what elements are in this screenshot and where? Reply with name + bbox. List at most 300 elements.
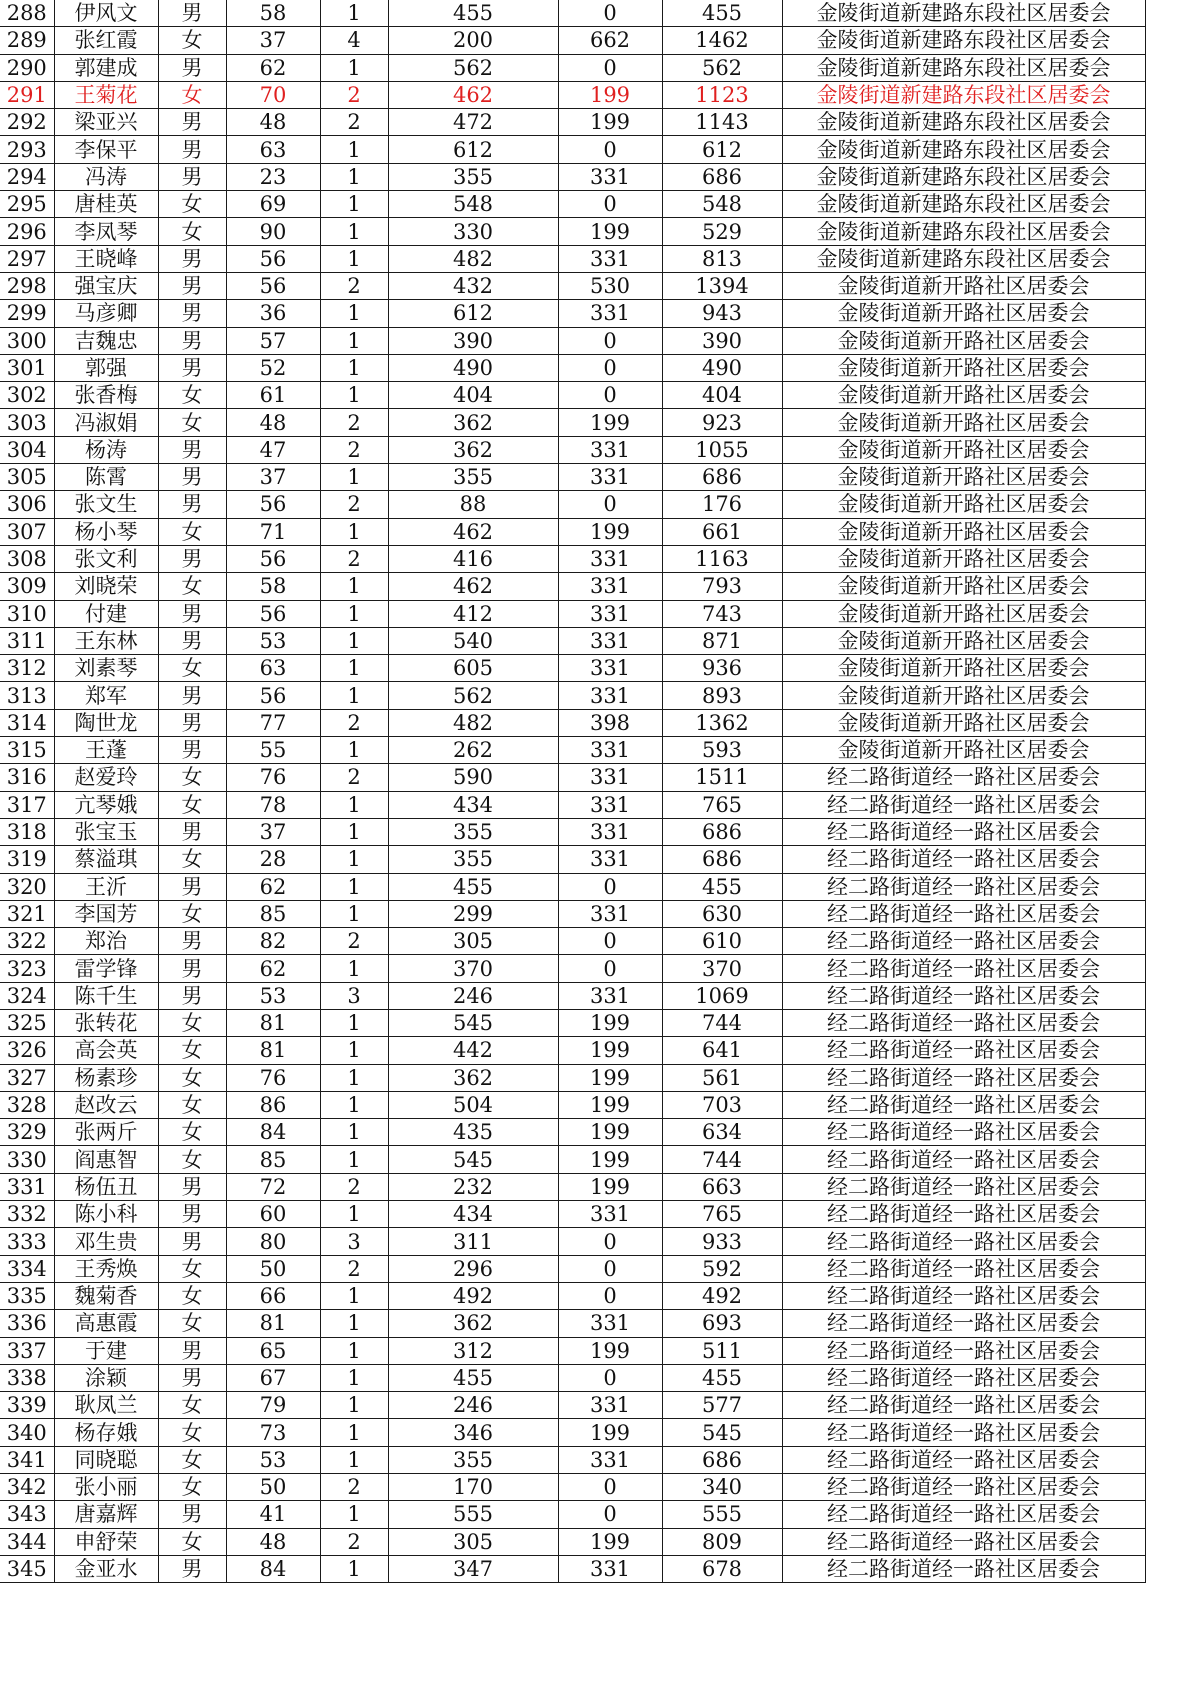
base-amount-cell: 492 [388,1282,558,1309]
extra-amount-cell: 199 [558,1419,662,1446]
total-amount-cell: 703 [662,1091,782,1118]
total-amount-cell: 630 [662,900,782,927]
extra-amount-cell: 331 [558,245,662,272]
total-amount-cell: 562 [662,54,782,81]
row-number-cell: 313 [0,682,54,709]
base-amount-cell: 355 [388,1446,558,1473]
extra-amount-cell: 199 [558,518,662,545]
row-number-cell: 307 [0,518,54,545]
gender-cell: 女 [158,27,226,54]
total-amount-cell: 1394 [662,272,782,299]
community-cell: 经二路街道经一路社区居委会 [782,1037,1145,1064]
household-size-cell: 1 [320,327,388,354]
gender-cell: 女 [158,409,226,436]
base-amount-cell: 355 [388,163,558,190]
household-size-cell: 1 [320,218,388,245]
extra-amount-cell: 331 [558,573,662,600]
household-size-cell: 1 [320,300,388,327]
household-size-cell: 1 [320,191,388,218]
extra-amount-cell: 199 [558,409,662,436]
name-cell: 陈小科 [54,1201,158,1228]
base-amount-cell: 462 [388,81,558,108]
age-cell: 63 [226,136,320,163]
extra-amount-cell: 0 [558,491,662,518]
row-number-cell: 291 [0,81,54,108]
total-amount-cell: 1123 [662,81,782,108]
base-amount-cell: 412 [388,600,558,627]
name-cell: 高会英 [54,1037,158,1064]
row-number-cell: 317 [0,791,54,818]
gender-cell: 女 [158,1091,226,1118]
community-cell: 经二路街道经一路社区居委会 [782,900,1145,927]
extra-amount-cell: 0 [558,1501,662,1528]
household-size-cell: 1 [320,900,388,927]
household-size-cell: 1 [320,1091,388,1118]
table-row [0,1119,1145,1146]
community-cell: 金陵街道新开路社区居委会 [782,737,1145,764]
household-size-cell: 1 [320,846,388,873]
community-cell: 经二路街道经一路社区居委会 [782,1009,1145,1036]
base-amount-cell: 434 [388,791,558,818]
community-cell: 经二路街道经一路社区居委会 [782,1064,1145,1091]
extra-amount-cell: 0 [558,1364,662,1391]
community-cell: 金陵街道新开路社区居委会 [782,464,1145,491]
community-cell: 金陵街道新建路东段社区居委会 [782,136,1145,163]
extra-amount-cell: 331 [558,1555,662,1582]
age-cell: 80 [226,1228,320,1255]
row-number-cell: 290 [0,54,54,81]
table-row [0,191,1145,218]
total-amount-cell: 936 [662,655,782,682]
extra-amount-cell: 0 [558,354,662,381]
name-cell: 赵爱玲 [54,764,158,791]
community-cell: 金陵街道新开路社区居委会 [782,682,1145,709]
row-number-cell: 325 [0,1009,54,1036]
name-cell: 陶世龙 [54,709,158,736]
household-size-cell: 1 [320,1501,388,1528]
age-cell: 37 [226,27,320,54]
name-cell: 张宝玉 [54,818,158,845]
extra-amount-cell: 0 [558,0,662,27]
age-cell: 37 [226,464,320,491]
base-amount-cell: 296 [388,1255,558,1282]
household-size-cell: 1 [320,354,388,381]
gender-cell: 男 [158,818,226,845]
name-cell: 刘晓荣 [54,573,158,600]
name-cell: 涂颖 [54,1364,158,1391]
base-amount-cell: 548 [388,191,558,218]
base-amount-cell: 416 [388,545,558,572]
gender-cell: 男 [158,873,226,900]
name-cell: 李保平 [54,136,158,163]
extra-amount-cell: 0 [558,136,662,163]
age-cell: 53 [226,1446,320,1473]
name-cell: 郑军 [54,682,158,709]
table-row [0,873,1145,900]
gender-cell: 男 [158,928,226,955]
row-number-cell: 311 [0,627,54,654]
name-cell: 张香梅 [54,382,158,409]
row-number-cell: 331 [0,1173,54,1200]
base-amount-cell: 362 [388,1310,558,1337]
gender-cell: 女 [158,573,226,600]
row-number-cell: 312 [0,655,54,682]
row-number-cell: 336 [0,1310,54,1337]
age-cell: 81 [226,1037,320,1064]
extra-amount-cell: 0 [558,1255,662,1282]
extra-amount-cell: 0 [558,955,662,982]
table-row [0,682,1145,709]
household-size-cell: 1 [320,627,388,654]
table-row [0,1201,1145,1228]
name-cell: 付建 [54,600,158,627]
gender-cell: 男 [158,1501,226,1528]
row-number-cell: 288 [0,0,54,27]
household-size-cell: 1 [320,1037,388,1064]
table-row [0,1337,1145,1364]
age-cell: 53 [226,627,320,654]
age-cell: 76 [226,1064,320,1091]
table-row [0,354,1145,381]
gender-cell: 女 [158,1528,226,1555]
household-size-cell: 1 [320,1009,388,1036]
household-size-cell: 2 [320,1173,388,1200]
household-size-cell: 1 [320,737,388,764]
table-row [0,518,1145,545]
row-number-cell: 337 [0,1337,54,1364]
household-size-cell: 1 [320,955,388,982]
extra-amount-cell: 331 [558,545,662,572]
name-cell: 赵改云 [54,1091,158,1118]
total-amount-cell: 686 [662,163,782,190]
table-row [0,600,1145,627]
community-cell: 金陵街道新开路社区居委会 [782,409,1145,436]
table-row [0,81,1145,108]
community-cell: 经二路街道经一路社区居委会 [782,1201,1145,1228]
row-number-cell: 301 [0,354,54,381]
name-cell: 于建 [54,1337,158,1364]
name-cell: 王秀焕 [54,1255,158,1282]
household-size-cell: 1 [320,655,388,682]
name-cell: 金亚水 [54,1555,158,1582]
row-number-cell: 297 [0,245,54,272]
community-cell: 经二路街道经一路社区居委会 [782,1228,1145,1255]
household-size-cell: 4 [320,27,388,54]
age-cell: 52 [226,354,320,381]
total-amount-cell: 1055 [662,436,782,463]
base-amount-cell: 462 [388,518,558,545]
gender-cell: 男 [158,1337,226,1364]
community-cell: 金陵街道新建路东段社区居委会 [782,218,1145,245]
gender-cell: 男 [158,464,226,491]
row-number-cell: 345 [0,1555,54,1582]
name-cell: 张红霞 [54,27,158,54]
name-cell: 李凤琴 [54,218,158,245]
name-cell: 张转花 [54,1009,158,1036]
age-cell: 36 [226,300,320,327]
name-cell: 张两斤 [54,1119,158,1146]
community-cell: 经二路街道经一路社区居委会 [782,1091,1145,1118]
household-size-cell: 1 [320,0,388,27]
total-amount-cell: 1143 [662,109,782,136]
community-cell: 经二路街道经一路社区居委会 [782,1419,1145,1446]
community-cell: 金陵街道新开路社区居委会 [782,709,1145,736]
row-number-cell: 326 [0,1037,54,1064]
gender-cell: 女 [158,1446,226,1473]
gender-cell: 男 [158,545,226,572]
community-cell: 经二路街道经一路社区居委会 [782,1146,1145,1173]
age-cell: 55 [226,737,320,764]
age-cell: 77 [226,709,320,736]
table-row [0,1173,1145,1200]
extra-amount-cell: 331 [558,464,662,491]
gender-cell: 女 [158,1064,226,1091]
total-amount-cell: 678 [662,1555,782,1582]
table-row [0,245,1145,272]
community-cell: 金陵街道新开路社区居委会 [782,327,1145,354]
extra-amount-cell: 331 [558,1201,662,1228]
gender-cell: 女 [158,1009,226,1036]
base-amount-cell: 390 [388,327,558,354]
age-cell: 56 [226,682,320,709]
extra-amount-cell: 331 [558,600,662,627]
gender-cell: 女 [158,1255,226,1282]
gender-cell: 男 [158,109,226,136]
household-size-cell: 2 [320,109,388,136]
extra-amount-cell: 331 [558,982,662,1009]
age-cell: 85 [226,1146,320,1173]
gender-cell: 男 [158,354,226,381]
name-cell: 王沂 [54,873,158,900]
household-size-cell: 1 [320,682,388,709]
base-amount-cell: 504 [388,1091,558,1118]
table-row [0,573,1145,600]
row-number-cell: 309 [0,573,54,600]
household-size-cell: 1 [320,1337,388,1364]
base-amount-cell: 482 [388,245,558,272]
total-amount-cell: 933 [662,1228,782,1255]
age-cell: 57 [226,327,320,354]
community-cell: 金陵街道新开路社区居委会 [782,600,1145,627]
name-cell: 杨存娥 [54,1419,158,1446]
age-cell: 69 [226,191,320,218]
household-size-cell: 2 [320,491,388,518]
total-amount-cell: 612 [662,136,782,163]
name-cell: 雷学锋 [54,955,158,982]
household-size-cell: 1 [320,518,388,545]
community-cell: 金陵街道新开路社区居委会 [782,655,1145,682]
gender-cell: 女 [158,1146,226,1173]
row-number-cell: 310 [0,600,54,627]
row-number-cell: 341 [0,1446,54,1473]
gender-cell: 男 [158,982,226,1009]
age-cell: 56 [226,245,320,272]
community-cell: 经二路街道经一路社区居委会 [782,1501,1145,1528]
age-cell: 50 [226,1474,320,1501]
table-row [0,382,1145,409]
community-cell: 经二路街道经一路社区居委会 [782,764,1145,791]
row-number-cell: 323 [0,955,54,982]
community-cell: 经二路街道经一路社区居委会 [782,1173,1145,1200]
gender-cell: 男 [158,436,226,463]
gender-cell: 女 [158,518,226,545]
extra-amount-cell: 0 [558,54,662,81]
row-number-cell: 339 [0,1392,54,1419]
extra-amount-cell: 0 [558,873,662,900]
row-number-cell: 289 [0,27,54,54]
community-cell: 金陵街道新建路东段社区居委会 [782,163,1145,190]
total-amount-cell: 641 [662,1037,782,1064]
name-cell: 郭建成 [54,54,158,81]
household-size-cell: 1 [320,245,388,272]
table-row [0,955,1145,982]
base-amount-cell: 305 [388,928,558,955]
gender-cell: 男 [158,737,226,764]
table-row [0,1310,1145,1337]
row-number-cell: 296 [0,218,54,245]
community-cell: 经二路街道经一路社区居委会 [782,873,1145,900]
base-amount-cell: 362 [388,436,558,463]
total-amount-cell: 577 [662,1392,782,1419]
household-size-cell: 3 [320,982,388,1009]
table-row [0,737,1145,764]
gender-cell: 女 [158,191,226,218]
household-size-cell: 3 [320,1228,388,1255]
age-cell: 84 [226,1555,320,1582]
gender-cell: 女 [158,1282,226,1309]
total-amount-cell: 765 [662,1201,782,1228]
row-number-cell: 342 [0,1474,54,1501]
community-cell: 金陵街道新建路东段社区居委会 [782,81,1145,108]
age-cell: 81 [226,1310,320,1337]
table-row [0,627,1145,654]
total-amount-cell: 529 [662,218,782,245]
base-amount-cell: 472 [388,109,558,136]
base-amount-cell: 312 [388,1337,558,1364]
base-amount-cell: 246 [388,982,558,1009]
age-cell: 48 [226,409,320,436]
table-row [0,436,1145,463]
extra-amount-cell: 199 [558,1064,662,1091]
age-cell: 50 [226,1255,320,1282]
base-amount-cell: 435 [388,1119,558,1146]
total-amount-cell: 765 [662,791,782,818]
base-amount-cell: 311 [388,1228,558,1255]
row-number-cell: 319 [0,846,54,873]
extra-amount-cell: 331 [558,737,662,764]
name-cell: 王东林 [54,627,158,654]
extra-amount-cell: 331 [558,764,662,791]
extra-amount-cell: 199 [558,1037,662,1064]
name-cell: 王蓬 [54,737,158,764]
base-amount-cell: 442 [388,1037,558,1064]
base-amount-cell: 555 [388,1501,558,1528]
total-amount-cell: 744 [662,1146,782,1173]
total-amount-cell: 548 [662,191,782,218]
age-cell: 28 [226,846,320,873]
gender-cell: 女 [158,382,226,409]
row-number-cell: 324 [0,982,54,1009]
base-amount-cell: 432 [388,272,558,299]
age-cell: 62 [226,873,320,900]
base-amount-cell: 355 [388,818,558,845]
household-size-cell: 1 [320,1282,388,1309]
household-size-cell: 1 [320,1310,388,1337]
community-cell: 经二路街道经一路社区居委会 [782,1555,1145,1582]
name-cell: 张文生 [54,491,158,518]
extra-amount-cell: 331 [558,1446,662,1473]
household-size-cell: 1 [320,1446,388,1473]
total-amount-cell: 686 [662,818,782,845]
table-row [0,409,1145,436]
base-amount-cell: 612 [388,136,558,163]
gender-cell: 女 [158,1037,226,1064]
age-cell: 56 [226,600,320,627]
community-cell: 金陵街道新开路社区居委会 [782,382,1145,409]
extra-amount-cell: 0 [558,1474,662,1501]
gender-cell: 男 [158,272,226,299]
base-amount-cell: 612 [388,300,558,327]
extra-amount-cell: 331 [558,655,662,682]
extra-amount-cell: 199 [558,109,662,136]
base-amount-cell: 540 [388,627,558,654]
total-amount-cell: 893 [662,682,782,709]
household-size-cell: 1 [320,163,388,190]
community-cell: 金陵街道新建路东段社区居委会 [782,245,1145,272]
name-cell: 冯淑娟 [54,409,158,436]
total-amount-cell: 610 [662,928,782,955]
total-amount-cell: 686 [662,464,782,491]
extra-amount-cell: 331 [558,846,662,873]
table-row [0,1555,1145,1582]
household-size-cell: 1 [320,600,388,627]
base-amount-cell: 455 [388,0,558,27]
name-cell: 亢琴娥 [54,791,158,818]
community-cell: 金陵街道新开路社区居委会 [782,491,1145,518]
community-cell: 金陵街道新建路东段社区居委会 [782,0,1145,27]
table-row [0,545,1145,572]
row-number-cell: 343 [0,1501,54,1528]
extra-amount-cell: 199 [558,1091,662,1118]
total-amount-cell: 490 [662,354,782,381]
row-number-cell: 334 [0,1255,54,1282]
name-cell: 高惠霞 [54,1310,158,1337]
extra-amount-cell: 0 [558,327,662,354]
extra-amount-cell: 199 [558,1009,662,1036]
total-amount-cell: 555 [662,1501,782,1528]
age-cell: 66 [226,1282,320,1309]
row-number-cell: 344 [0,1528,54,1555]
community-cell: 经二路街道经一路社区居委会 [782,1310,1145,1337]
extra-amount-cell: 0 [558,1228,662,1255]
extra-amount-cell: 331 [558,791,662,818]
total-amount-cell: 455 [662,1364,782,1391]
name-cell: 冯涛 [54,163,158,190]
row-number-cell: 306 [0,491,54,518]
name-cell: 唐嘉辉 [54,1501,158,1528]
age-cell: 58 [226,0,320,27]
household-size-cell: 1 [320,382,388,409]
total-amount-cell: 390 [662,327,782,354]
extra-amount-cell: 331 [558,900,662,927]
community-cell: 经二路街道经一路社区居委会 [782,1446,1145,1473]
household-size-cell: 1 [320,136,388,163]
community-cell: 金陵街道新建路东段社区居委会 [782,27,1145,54]
community-cell: 经二路街道经一路社区居委会 [782,1282,1145,1309]
extra-amount-cell: 398 [558,709,662,736]
table-row [0,464,1145,491]
base-amount-cell: 330 [388,218,558,245]
